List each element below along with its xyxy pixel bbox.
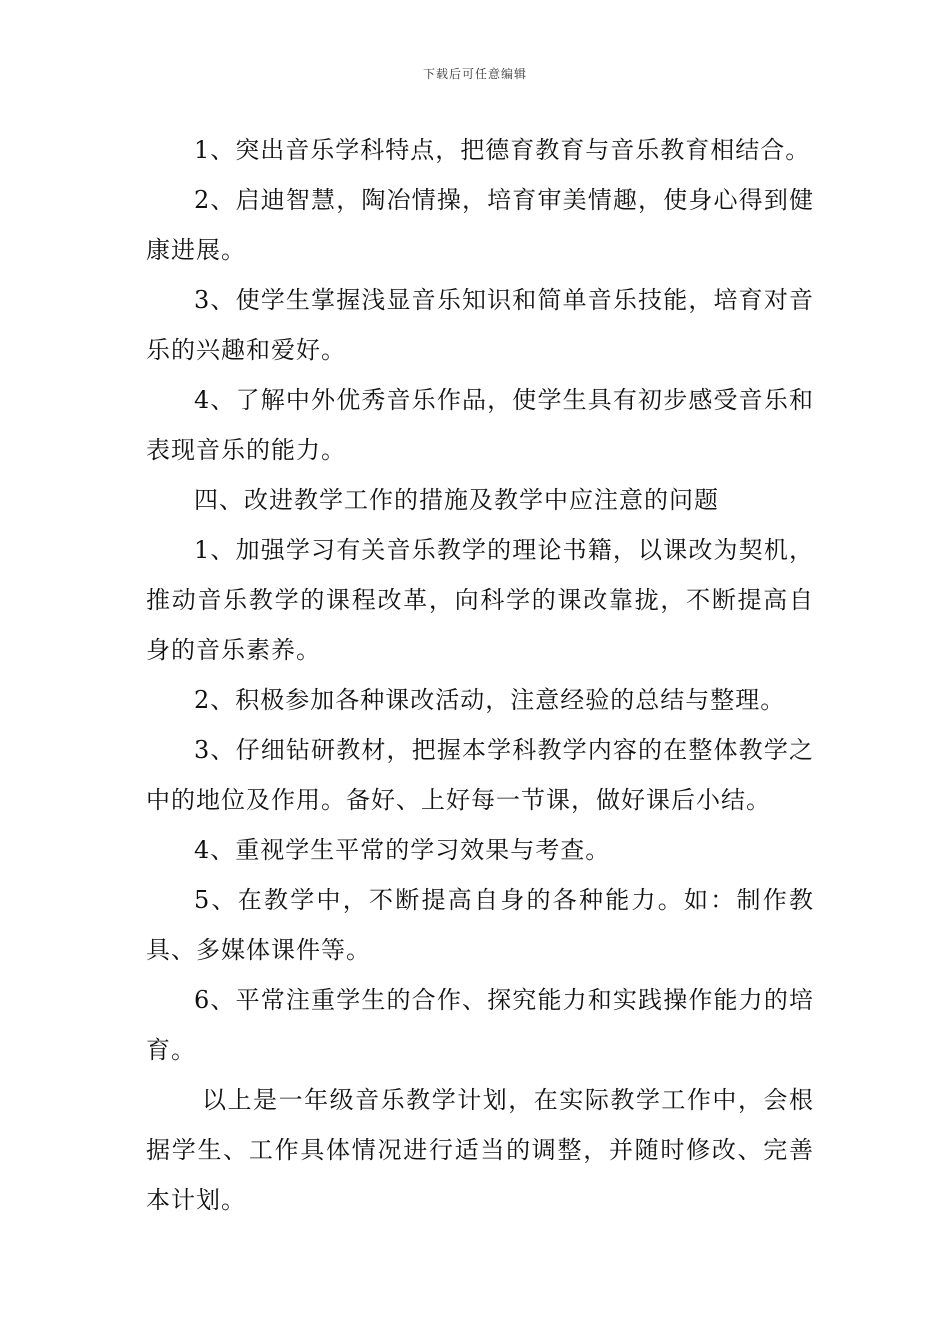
- closing-paragraph: 以上是一年级音乐教学计划，在实际教学工作中，会根据学生、工作具体情况进行适当的调整，并随时修改、完善本计划。: [146, 1086, 814, 1214]
- section-heading-4: 四、改进教学工作的措施及教学中应注意的问题: [194, 486, 719, 514]
- measure-item-6: 6、平常注重学生的合作、探究能力和实践操作能力的培育。: [146, 986, 814, 1064]
- goal-item-4: 4、了解中外优秀音乐作品，使学生具有初步感受音乐和表现音乐的能力。: [146, 386, 814, 464]
- measure-item-5: 5、在教学中，不断提高自身的各种能力。如：制作教具、多媒体课件等。: [146, 886, 814, 964]
- header-note: 下载后可任意编辑: [422, 67, 527, 81]
- measure-item-1: 1、加强学习有关音乐教学的理论书籍，以课改为契机，推动音乐教学的课程改革，向科学的课改靠拢，不断提高自身的音乐素养。: [146, 536, 814, 664]
- measure-item-3: 3、仔细钻研教材，把握本学科教学内容的在整体教学之中的地位及作用。备好、上好每一节课，做好课后小结。: [146, 736, 814, 814]
- goal-item-3: 3、使学生掌握浅显音乐知识和简单音乐技能，培育对音乐的兴趣和爱好。: [146, 286, 814, 364]
- measure-item-2: 2、积极参加各种课改活动，注意经验的总结与整理。: [194, 686, 786, 714]
- document-body: [146, 125, 814, 1225]
- goal-item-2: 2、启迪智慧，陶冶情操，培育审美情趣，使身心得到健康进展。: [146, 186, 814, 264]
- goal-item-1: 1、突出音乐学科特点，把德育教育与音乐教育相结合。: [194, 136, 811, 164]
- measure-item-4: 4、重视学生平常的学习效果与考查。: [194, 836, 611, 864]
